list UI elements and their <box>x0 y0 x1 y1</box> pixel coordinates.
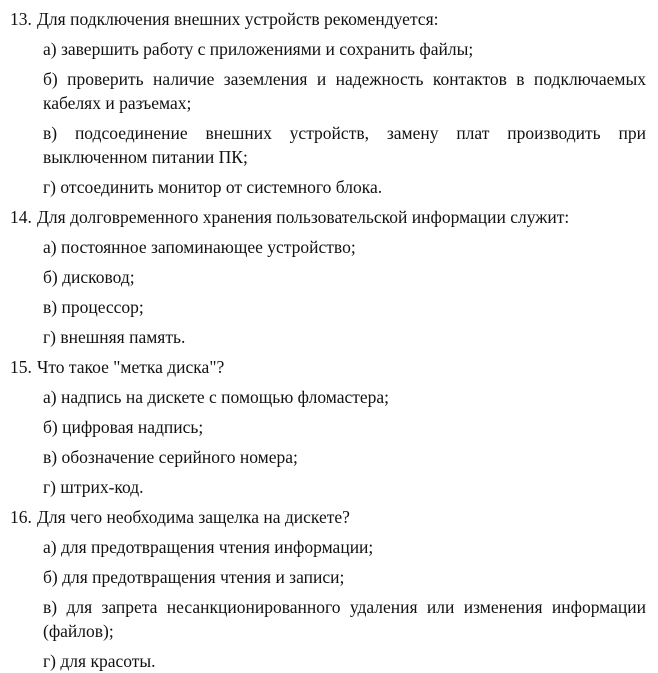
question-text <box>10 505 646 529</box>
answer-option: а) постоянное запоминающее устройство; <box>43 237 356 257</box>
question-15 <box>10 355 646 499</box>
answer-option: в) подсоединение внешних устройств, замену плат производить при выключенном питании ПК; <box>43 123 646 167</box>
question-number: 15. <box>10 357 32 377</box>
question-body: Для долговременного хранения пользовательской информации служит: <box>37 207 570 227</box>
answer-option: б) дисковод; <box>43 267 135 287</box>
question-number: 13. <box>10 9 32 29</box>
answer-option: г) внешняя память. <box>43 327 186 347</box>
question-number: 14. <box>10 207 32 227</box>
answer-option: а) для предотвращения чтения информации; <box>43 537 374 557</box>
answer-option: в) для запрета несанкционированного удаления или изменения информации (файлов); <box>43 597 646 641</box>
question-16 <box>10 505 646 673</box>
answer-option: б) проверить наличие заземления и надежность контактов в подключаемых кабелях и разъемах; <box>43 69 646 113</box>
answer-option: г) отсоединить монитор от системного блока. <box>43 177 383 197</box>
question-text <box>10 355 646 379</box>
question-number: 16. <box>10 507 32 527</box>
question-14 <box>10 205 646 349</box>
answer-option: а) завершить работу с приложениями и сохранить файлы; <box>43 39 474 59</box>
answer-option: в) обозначение серийного номера; <box>43 447 298 467</box>
answer-option: б) для предотвращения чтения и записи; <box>43 567 345 587</box>
answer-option: б) цифровая надпись; <box>43 417 204 437</box>
answer-option: г) штрих-код. <box>43 477 144 497</box>
question-13 <box>10 7 646 199</box>
question-body: Для чего необходима защелка на дискете? <box>37 507 350 527</box>
question-text <box>10 205 646 229</box>
question-body: Для подключения внешних устройств рекомендуется: <box>37 9 439 29</box>
question-text <box>10 7 646 31</box>
question-body: Что такое "метка диска"? <box>37 357 225 377</box>
answer-option: а) надпись на дискете с помощью фломастера; <box>43 387 390 407</box>
answer-option: г) для красоты. <box>43 651 156 671</box>
answer-option: в) процессор; <box>43 297 144 317</box>
